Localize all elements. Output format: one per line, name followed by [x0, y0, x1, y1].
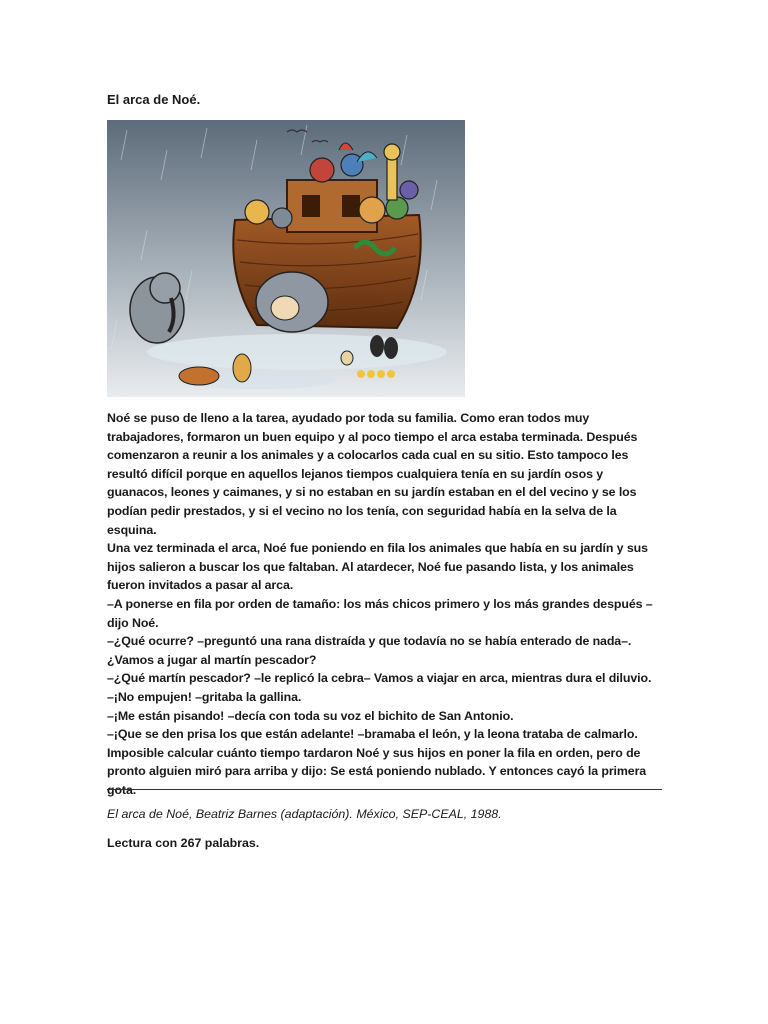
document-title: El arca de Noé. [107, 92, 201, 107]
citation: El arca de Noé, Beatriz Barnes (adaptación). México, SEP-CEAL, 1988. [107, 807, 502, 821]
paragraph: –¿Qué ocurre? –preguntó una rana distraída y que todavía no se había enterado de nada–. ¿Vamos a jugar al martín pescador? [107, 634, 632, 667]
paragraph: –¡No empujen! –gritaba la gallina. [107, 689, 302, 704]
noahs-ark-illustration [107, 120, 465, 397]
paragraph: Imposible calcular cuánto tiempo tardaron Noé y sus hijos en poner la fila en orden, pero de pronto alguien miró para arriba y dijo: Se está poniendo nublado. Y entonces cayó la primera gota. [107, 745, 647, 797]
paragraph: –A ponerse en fila por orden de tamaño: los más chicos primero y los más grandes después –dijo Noé. [107, 596, 653, 630]
paragraph: –¡Que se den prisa los que están adelante! –bramaba el león, y la leona trataba de calmarlo. [107, 727, 638, 742]
paragraph: Una vez terminada el arca, Noé fue poniendo en fila los animales que había en su jardín y sus hijos salieron a buscar los que faltaban. Al atardecer, Noé fue pasando lista, y los animales fueron invitados a pasar al arca. [107, 541, 648, 593]
divider [107, 789, 662, 790]
word-count: Lectura con 267 palabras. [107, 836, 260, 850]
paragraph: Noé se puso de lleno a la tarea, ayudado por toda su familia. Como eran todos muy trabajadores, formaron un buen equipo y al poco tiempo el arca estaba terminada. Después comenzaron a reunir a los animales y a colocarlos cada cual en su sitio. Esto tampoco les resultó difícil porque en aquellos lejanos tiempos cualquiera tenía en su jardín osos y guanacos, leones y caimanes, y si no estaban en su jardín estaban en el del vecino y se los podían pedir prestados, y si el vecino no los tenía, con seguridad había en la selva de la esquina. [107, 411, 638, 537]
paragraph: –¿Qué martín pescador? –le replicó la cebra– Vamos a viajar en arca, mientras dura el diluvio. [107, 671, 652, 686]
story-body [107, 409, 663, 799]
paragraph: –¡Me están pisando! –decía con toda su voz el bichito de San Antonio. [107, 708, 514, 723]
